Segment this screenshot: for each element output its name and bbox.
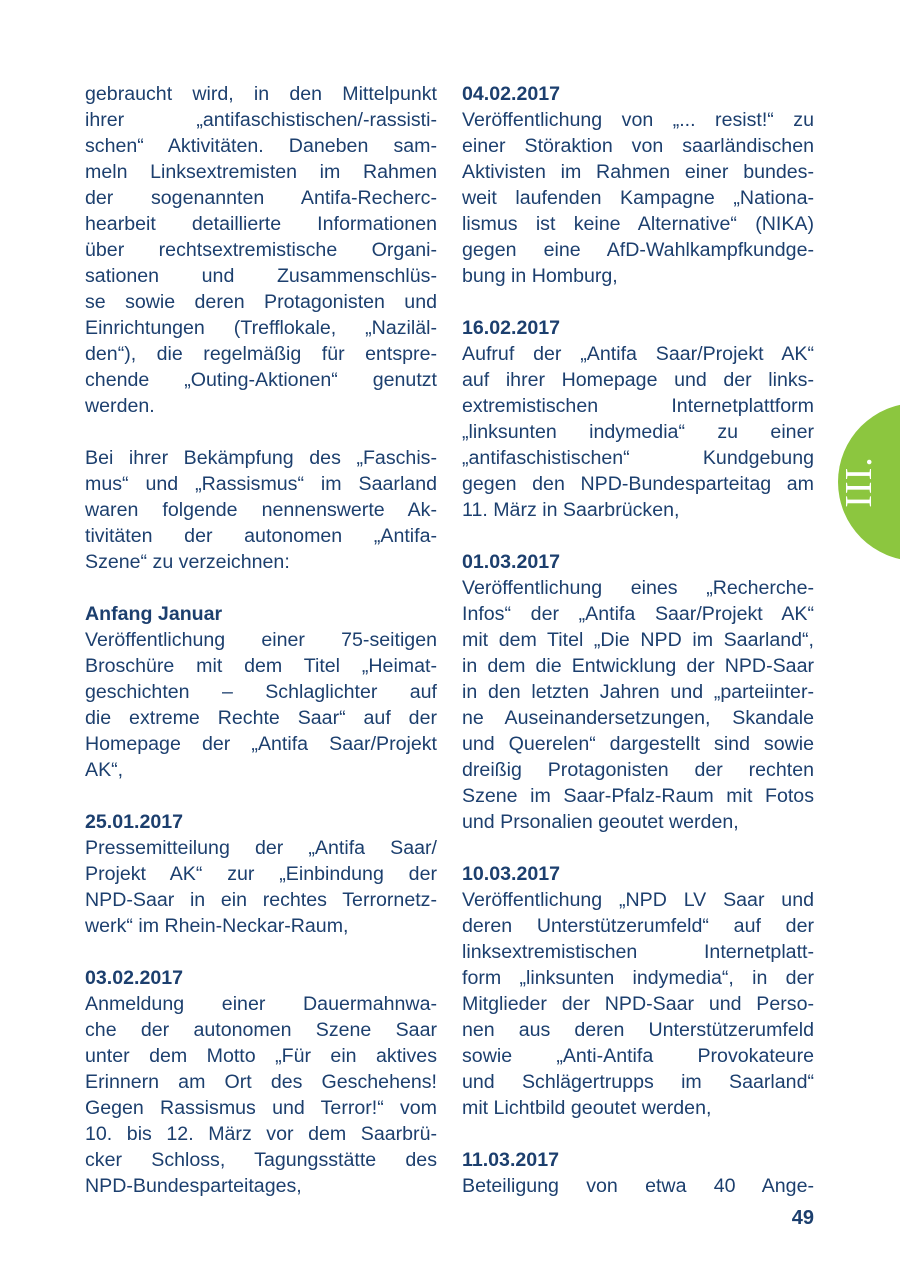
chronology-entry	[462, 1147, 814, 1199]
text-line: waren folgende nennenswerte Ak-	[85, 499, 437, 521]
paragraph-gap	[85, 783, 437, 809]
entry-date: 04.02.2017	[462, 83, 561, 105]
text-line: den“), die regelmäßig für entspre-	[85, 343, 437, 365]
text-line: 10. bis 12. März vor dem Saarbrü-	[85, 1123, 437, 1145]
text-line: Beteiligung von etwa 40 Ange-	[462, 1175, 814, 1197]
lead-paragraph	[85, 445, 437, 575]
text-line: und Schlägertrupps im Saarland“	[462, 1071, 814, 1093]
chronology-entry	[462, 861, 814, 1121]
text-line: Veröffentlichung einer 75-seitigen	[85, 629, 437, 651]
entry-text	[462, 1173, 814, 1199]
text-line: über rechtsextremistische Organi-	[85, 239, 437, 261]
intro-paragraph	[85, 81, 437, 419]
chronology-entry	[462, 549, 814, 835]
text-line: linksextremistischen Internetplatt-	[462, 941, 814, 963]
text-line: deren Unterstützerumfeld“ auf der	[462, 915, 814, 937]
text-line: die extreme Rechte Saar“ auf der	[85, 707, 437, 729]
right-column	[462, 81, 814, 1199]
text-line: Erinnern am Ort des Geschehens!	[85, 1071, 437, 1093]
text-line: in den letzten Jahren und „parteiinter-	[462, 681, 814, 703]
text-line: Veröffentlichung „NPD LV Saar und	[462, 889, 814, 911]
paragraph-gap	[85, 575, 437, 601]
paragraph-gap	[462, 289, 814, 315]
text-line: Veröffentlichung eines „Recherche-	[462, 577, 814, 599]
text-line: gegen den NPD-Bundesparteitag am	[462, 473, 814, 495]
paragraph-gap	[462, 835, 814, 861]
text-line: ne Auseinandersetzungen, Skandale	[462, 707, 814, 729]
text-line: bung in Homburg,	[462, 265, 618, 287]
text-line: tivitäten der autonomen „Antifa-	[85, 525, 437, 547]
entry-date: Anfang Januar	[85, 603, 223, 625]
chapter-label: III.	[838, 456, 880, 508]
text-line: und Querelen“ dargestellt sind sowie	[462, 733, 814, 755]
text-line: unter dem Motto „Für ein aktives	[85, 1045, 437, 1067]
text-line: Broschüre mit dem Titel „Heimat-	[85, 655, 437, 677]
left-entries	[85, 575, 437, 1199]
text-line: dreißig Protagonisten der rechten	[462, 759, 814, 781]
text-line: sowie „Anti-Antifa Provokateure	[462, 1045, 814, 1067]
text-line: extremistischen Internetplattform	[462, 395, 814, 417]
text-line: gegen eine AfD-Wahlkampfkundge-	[462, 239, 814, 261]
chronology-entry	[85, 965, 437, 1199]
text-line: lismus ist keine Alternative“ (NIKA)	[462, 213, 814, 235]
paragraph-gap	[462, 523, 814, 549]
text-line: Veröffentlichung von „... resist!“ zu	[462, 109, 814, 131]
text-line: „linksunten indymedia“ zu einer	[462, 421, 814, 443]
text-line: gebraucht wird, in den Mittelpunkt	[85, 83, 437, 105]
text-line: Aufruf der „Antifa Saar/Projekt AK“	[462, 343, 814, 365]
entry-text	[85, 627, 437, 783]
text-line: AK“,	[85, 759, 124, 781]
text-line: mus“ und „Rassismus“ im Saarland	[85, 473, 437, 495]
text-line: „antifaschistischen“ Kundgebung	[462, 447, 814, 469]
text-line: und Prsonalien geoutet werden,	[462, 811, 739, 833]
chronology-entry	[85, 601, 437, 783]
text-line: weit laufenden Kampagne „Nationa-	[462, 187, 814, 209]
text-line: Anmeldung einer Dauermahnwa-	[85, 993, 437, 1015]
text-line: Einrichtungen (Trefflokale, „Naziläl-	[85, 317, 437, 339]
entry-date: 11.03.2017	[462, 1149, 559, 1171]
text-line: ihrer „antifaschistischen/-rassisti-	[85, 109, 437, 131]
entry-date: 25.01.2017	[85, 811, 184, 833]
text-line: mit dem Titel „Die NPD im Saarland“,	[462, 629, 814, 651]
entry-date: 16.02.2017	[462, 317, 561, 339]
text-line: der sogenannten Antifa-Recherc-	[85, 187, 437, 209]
entry-text	[462, 107, 814, 289]
text-line: nen aus deren Unterstützerumfeld	[462, 1019, 814, 1041]
entry-text	[85, 991, 437, 1199]
entry-text	[462, 887, 814, 1121]
page-number: 49	[791, 1207, 814, 1229]
right-entries	[462, 81, 814, 1199]
entry-date: 01.03.2017	[462, 551, 561, 573]
text-line: Infos“ der „Antifa Saar/Projekt AK“	[462, 603, 814, 625]
text-line: werk“ im Rhein-Neckar-Raum,	[85, 915, 349, 937]
text-line: mit Lichtbild geoutet werden,	[462, 1097, 712, 1119]
text-line: Szene im Saar-Pfalz-Raum mit Fotos	[462, 785, 814, 807]
text-line: sationen und Zusammenschlüs-	[85, 265, 437, 287]
entry-date: 03.02.2017	[85, 967, 184, 989]
text-line: Pressemitteilung der „Antifa Saar/	[85, 837, 437, 859]
text-line: Gegen Rassismus und Terror!“ vom	[85, 1097, 437, 1119]
text-line: auf ihrer Homepage und der links-	[462, 369, 814, 391]
text-line: Projekt AK“ zur „Einbindung der	[85, 863, 437, 885]
text-line: NPD-Bundesparteitages,	[85, 1175, 302, 1197]
text-line: Aktivisten im Rahmen einer bundes-	[462, 161, 814, 183]
text-line: Bei ihrer Bekämpfung des „Faschis-	[85, 447, 437, 469]
text-line: Szene“ zu verzeichnen:	[85, 551, 290, 573]
paragraph-gap	[85, 419, 437, 445]
text-line: Mitglieder der NPD-Saar und Perso-	[462, 993, 814, 1015]
text-line: NPD-Saar in ein rechtes Terrornetz-	[85, 889, 437, 911]
text-line: werden.	[85, 395, 155, 417]
chronology-entry	[85, 809, 437, 939]
text-line: geschichten – Schlaglichter auf	[85, 681, 437, 703]
text-line: 11. März in Saarbrücken,	[462, 499, 680, 521]
paragraph-gap	[85, 939, 437, 965]
text-line: form „linksunten indymedia“, in der	[462, 967, 814, 989]
text-line: cker Schloss, Tagungsstätte des	[85, 1149, 437, 1171]
paragraph-gap	[462, 1121, 814, 1147]
text-line: che der autonomen Szene Saar	[85, 1019, 437, 1041]
text-line: se sowie deren Protagonisten und	[85, 291, 437, 313]
text-line: in dem die Entwicklung der NPD-Saar	[462, 655, 814, 677]
text-line: meln Linksextremisten im Rahmen	[85, 161, 437, 183]
left-column	[85, 81, 437, 1199]
text-line: Homepage der „Antifa Saar/Projekt	[85, 733, 437, 755]
text-line: hearbeit detaillierte Informationen	[85, 213, 437, 235]
entry-text	[85, 835, 437, 939]
entry-text	[462, 341, 814, 523]
text-line: chende „Outing-Aktionen“ genutzt	[85, 369, 437, 391]
entry-date: 10.03.2017	[462, 863, 561, 885]
chronology-entry	[462, 315, 814, 523]
entry-text	[462, 575, 814, 835]
text-line: schen“ Aktivitäten. Daneben sam-	[85, 135, 437, 157]
text-line: einer Störaktion von saarländischen	[462, 135, 814, 157]
chronology-entry	[462, 81, 814, 289]
